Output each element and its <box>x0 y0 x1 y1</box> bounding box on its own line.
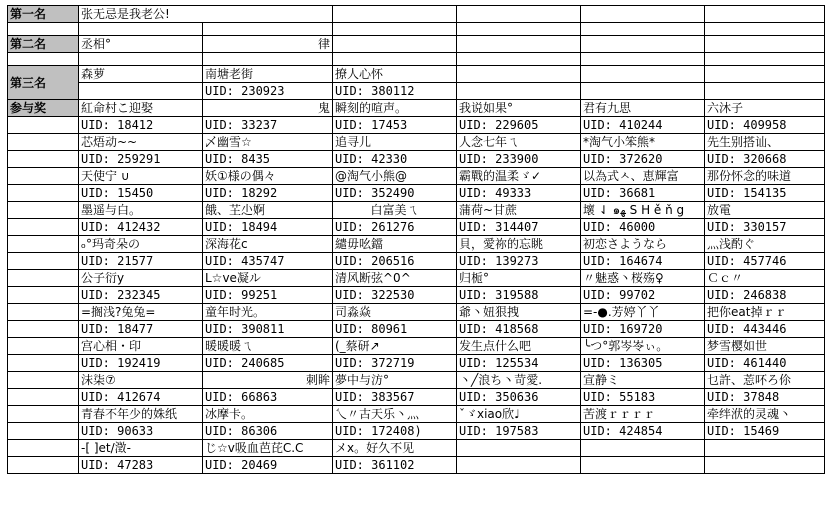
participant-uid: UID: 457746 <box>705 253 825 270</box>
empty-cell <box>333 6 457 23</box>
participant-uid: UID: 36681 <box>581 185 705 202</box>
participant-uid: UID: 192419 <box>79 355 203 372</box>
participant-uid: UID: 361102 <box>333 457 457 474</box>
participant-uid <box>457 457 581 474</box>
participant-name[interactable]: 清风断弦^0^ <box>333 270 457 287</box>
participant-name[interactable]: 放電 <box>705 202 825 219</box>
participant-name[interactable]: 那份怀念的味道 <box>705 168 825 185</box>
participant-uid: UID: 15450 <box>79 185 203 202</box>
participant-uid: UID: 435747 <box>203 253 333 270</box>
empty-cell <box>705 66 825 83</box>
participant-uid: UID: 37848 <box>705 389 825 406</box>
empty-cell <box>8 406 79 423</box>
participant-uid-row <box>8 389 825 406</box>
third-place-label: 第三名 <box>8 66 79 100</box>
participant-uid: UID: 90633 <box>79 423 203 440</box>
participant-name[interactable]: 初恋さようなら <box>581 236 705 253</box>
empty-cell <box>8 321 79 338</box>
participant-name[interactable]: =搁浅?兔兔= <box>79 304 203 321</box>
participant-name[interactable]: 蒲荷~甘蔗 <box>457 202 581 219</box>
first-place-row <box>8 6 825 23</box>
participant-uid-row <box>8 117 825 134</box>
empty-cell <box>8 389 79 406</box>
participant-uid: UID: 372620 <box>581 151 705 168</box>
participant-uid: UID: 66863 <box>203 389 333 406</box>
participant-name[interactable]: 冰摩卡。 <box>203 406 333 423</box>
participant-uid: UID: 18412 <box>79 117 203 134</box>
third-place-row <box>8 66 825 83</box>
participant-uid: UID: 20469 <box>203 457 333 474</box>
participant-name[interactable]: メx。好久不见 <box>333 440 457 457</box>
participant-name[interactable]: -[ ]et/澂- <box>79 440 203 457</box>
empty-cell <box>8 236 79 253</box>
participant-name[interactable]: 乄幽雪☆ <box>203 134 333 151</box>
participant-uid: UID: 125534 <box>457 355 581 372</box>
participant-name[interactable]: 归栀° <box>457 270 581 287</box>
empty-cell <box>8 372 79 389</box>
participant-name[interactable]: 夢中与汸° <box>333 372 457 389</box>
participant-uid: UID: 55183 <box>581 389 705 406</box>
participant-uid: UID: 390811 <box>203 321 333 338</box>
participant-name[interactable]: 君有九思 <box>581 100 705 117</box>
participant-uid: UID: 240685 <box>203 355 333 372</box>
participant-uid: UID: 233900 <box>457 151 581 168</box>
empty-cell <box>457 66 581 83</box>
participant-name[interactable]: 司淼焱 <box>333 304 457 321</box>
participant-name[interactable]: 梦雪樱如世 <box>705 338 825 355</box>
third-place-uid <box>79 83 203 100</box>
empty-cell <box>8 287 79 304</box>
participant-name[interactable]: 先生别搭讪、 <box>705 134 825 151</box>
participant-name-row <box>8 270 825 287</box>
participant-name[interactable]: 妖①様の偶々 <box>203 168 333 185</box>
participant-name[interactable]: =-●.芳婷丫丫 <box>581 304 705 321</box>
participant-uid: UID: 47283 <box>79 457 203 474</box>
participant-name[interactable]: 鬼 <box>203 100 333 117</box>
participant-name[interactable]: 灬浅酌ぐ <box>705 236 825 253</box>
empty-cell <box>705 6 825 23</box>
participant-uid: UID: 154135 <box>705 185 825 202</box>
participant-uid: UID: 206516 <box>333 253 457 270</box>
empty-cell <box>8 185 79 202</box>
participant-uid: UID: 49333 <box>457 185 581 202</box>
participant-uid-row <box>8 185 825 202</box>
participant-name[interactable]: 〃魅惑丶桜殇♀ <box>581 270 705 287</box>
first-place-name[interactable]: 张无忌是我老公! <box>79 6 333 23</box>
participant-name[interactable]: 墨遥与白。 <box>79 202 203 219</box>
empty-cell <box>581 66 705 83</box>
participant-uid: UID: 46000 <box>581 219 705 236</box>
participant-name[interactable]: 繾毋吆鐺 <box>333 236 457 253</box>
empty-cell <box>8 270 79 287</box>
participant-name[interactable]: 人念七年ㄟ <box>457 134 581 151</box>
participant-uid: UID: 99251 <box>203 287 333 304</box>
participant-uid: UID: 409958 <box>705 117 825 134</box>
participant-name[interactable]: 发生点什么吧 <box>457 338 581 355</box>
participant-name[interactable]: 紅命村こ迎娶 <box>79 100 203 117</box>
participant-uid-row <box>8 321 825 338</box>
participant-name[interactable]: 貝，愛祢的忘眺 <box>457 236 581 253</box>
participant-uid <box>581 457 705 474</box>
participant-uid: UID: 42330 <box>333 151 457 168</box>
participant-uid: UID: 18292 <box>203 185 333 202</box>
participant-name[interactable]: 丶╱浪ち丶苛愛. <box>457 372 581 389</box>
participant-uid: UID: 418568 <box>457 321 581 338</box>
participant-name[interactable]: 宣静ミ <box>581 372 705 389</box>
participant-uid: UID: 232345 <box>79 287 203 304</box>
empty-cell <box>8 168 79 185</box>
participant-name[interactable]: 六沐子 <box>705 100 825 117</box>
third-place-uid: UID: 380112 <box>333 83 457 100</box>
participant-uid: UID: 33237 <box>203 117 333 134</box>
participant-uid: UID: 319588 <box>457 287 581 304</box>
participant-name[interactable]: 白富美ㄟ <box>333 202 457 219</box>
participant-uid: UID: 21577 <box>79 253 203 270</box>
participant-uid-row <box>8 151 825 168</box>
empty-cell <box>457 83 581 100</box>
participant-uid: UID: 172408) <box>333 423 457 440</box>
second-place-label: 第二名 <box>8 36 79 53</box>
participant-name[interactable]: 餓、芏尐婀 <box>203 202 333 219</box>
participant-name[interactable]: 刺眸 <box>203 372 333 389</box>
first-place-label: 第一名 <box>8 6 79 23</box>
third-place-uid: UID: 230923 <box>203 83 333 100</box>
third-place-name[interactable]: 南塘老街 <box>203 66 333 83</box>
participant-name[interactable] <box>457 440 581 457</box>
participant-name-row <box>8 168 825 185</box>
participant-name[interactable]: 乀〃古天乐丶灬 <box>333 406 457 423</box>
participant-name[interactable]: @淘气小熊@ <box>333 168 457 185</box>
participant-name-row <box>8 304 825 321</box>
participant-name-row <box>8 440 825 457</box>
empty-cell <box>581 6 705 23</box>
empty-cell <box>457 36 581 53</box>
participant-name[interactable]: じ☆v吸血芭芘C.C <box>203 440 333 457</box>
participant-uid-row <box>8 219 825 236</box>
participant-uid: UID: 139273 <box>457 253 581 270</box>
participant-uid: UID: 372719 <box>333 355 457 372</box>
participant-uid: UID: 86306 <box>203 423 333 440</box>
participant-uid-row <box>8 287 825 304</box>
third-place-uid-row <box>8 83 825 100</box>
participant-uid: UID: 17453 <box>333 117 457 134</box>
empty-cell <box>8 134 79 151</box>
participant-uid: UID: 320668 <box>705 151 825 168</box>
spacer-row <box>8 23 825 36</box>
participant-name[interactable]: 青春不年少的姝纸 <box>79 406 203 423</box>
participant-name[interactable]: 壞 ⇃ ๑ﻬ S H ě ň g <box>581 202 705 219</box>
participant-name-row <box>8 372 825 389</box>
participant-uid: UID: 383567 <box>333 389 457 406</box>
participant-name[interactable]: 以為式ㅅ、恵輝富 <box>581 168 705 185</box>
participant-name[interactable]: 公子衍y <box>79 270 203 287</box>
participant-name[interactable]: 深海花c <box>203 236 333 253</box>
sheet-body <box>8 6 825 474</box>
empty-cell <box>705 83 825 100</box>
spacer-row <box>8 53 825 66</box>
participant-uid: UID: 18494 <box>203 219 333 236</box>
participant-name[interactable]: L☆ve凝ル <box>203 270 333 287</box>
award-sheet <box>7 5 825 474</box>
participant-uid: UID: 18477 <box>79 321 203 338</box>
participant-name-row <box>8 202 825 219</box>
participant-uid: UID: 330157 <box>705 219 825 236</box>
participant-uid: UID: 99702 <box>581 287 705 304</box>
participant-name[interactable]: 宫心相・印 <box>79 338 203 355</box>
participant-name[interactable]: (_蔡研↗ <box>333 338 457 355</box>
participation-label: 参与奖 <box>8 100 79 117</box>
participant-uid: UID: 164674 <box>581 253 705 270</box>
participant-uid: UID: 8435 <box>203 151 333 168</box>
empty-cell <box>457 6 581 23</box>
second-place-name-part1[interactable]: 丞相° <box>79 36 203 53</box>
participant-name[interactable]: ₒ°玛奇朵の <box>79 236 203 253</box>
empty-cell <box>581 83 705 100</box>
participant-name-row <box>8 338 825 355</box>
participant-uid: UID: 412674 <box>79 389 203 406</box>
participant-uid: UID: 314407 <box>457 219 581 236</box>
participant-uid: UID: 424854 <box>581 423 705 440</box>
empty-cell <box>333 36 457 53</box>
empty-cell <box>8 253 79 270</box>
participant-name-row <box>8 406 825 423</box>
participant-name[interactable]: 苦渡ｒｒｒｒ <box>581 406 705 423</box>
participant-uid: UID: 246838 <box>705 287 825 304</box>
participant-uid: UID: 410244 <box>581 117 705 134</box>
empty-cell <box>8 304 79 321</box>
participant-uid-row <box>8 423 825 440</box>
empty-cell <box>8 355 79 372</box>
participant-uid: UID: 259291 <box>79 151 203 168</box>
participant-name[interactable]: 芯焐动~~ <box>79 134 203 151</box>
third-place-name[interactable]: 撩人心怀 <box>333 66 457 83</box>
participant-name[interactable]: 霸戰的温柔ゞ✓ <box>457 168 581 185</box>
empty-cell <box>8 338 79 355</box>
participant-name[interactable]: *淘气小笨熊* <box>581 134 705 151</box>
empty-cell <box>8 440 79 457</box>
participant-uid: UID: 352490 <box>333 185 457 202</box>
participant-name[interactable]: 童年时光。 <box>203 304 333 321</box>
participant-uid: UID: 229605 <box>457 117 581 134</box>
participant-uid: UID: 169720 <box>581 321 705 338</box>
participant-uid <box>705 457 825 474</box>
empty-cell <box>581 36 705 53</box>
participant-name[interactable]: 追寻儿 <box>333 134 457 151</box>
participant-name[interactable]: 把你eat掉ｒｒ <box>705 304 825 321</box>
participant-uid: UID: 80961 <box>333 321 457 338</box>
participant-name[interactable]: 我说如果° <box>457 100 581 117</box>
participant-name[interactable]: Ｃｃ〃 <box>705 270 825 287</box>
participant-uid: UID: 412432 <box>79 219 203 236</box>
participant-uid: UID: 322530 <box>333 287 457 304</box>
empty-cell <box>8 202 79 219</box>
participant-uid-row <box>8 355 825 372</box>
participant-uid: UID: 261276 <box>333 219 457 236</box>
participant-name[interactable]: 瞬刻的喧声。 <box>333 100 457 117</box>
participant-uid-row <box>8 253 825 270</box>
participant-uid: UID: 443446 <box>705 321 825 338</box>
empty-cell <box>8 457 79 474</box>
third-place-name[interactable]: 森萝 <box>79 66 203 83</box>
participant-name[interactable]: 牵绊洑的灵魂丶 <box>705 406 825 423</box>
participant-name-row <box>8 134 825 151</box>
participant-name[interactable]: ˇゞxiao欣♩ <box>457 406 581 423</box>
participant-uid: UID: 350636 <box>457 389 581 406</box>
participant-name[interactable]: 天使宁 ∪ <box>79 168 203 185</box>
participant-name[interactable]: 乜許、莣吥ろ伱 <box>705 372 825 389</box>
empty-cell <box>705 36 825 53</box>
participant-uid: UID: 197583 <box>457 423 581 440</box>
participant-uid-row <box>8 457 825 474</box>
empty-cell <box>8 219 79 236</box>
participant-uid: UID: 461440 <box>705 355 825 372</box>
participant-name[interactable] <box>705 440 825 457</box>
participant-name[interactable]: 爺丶妞狠拽 <box>457 304 581 321</box>
participant-uid: UID: 15469 <box>705 423 825 440</box>
participant-name[interactable] <box>581 440 705 457</box>
empty-cell <box>8 423 79 440</box>
second-place-row <box>8 36 825 53</box>
participant-uid: UID: 136305 <box>581 355 705 372</box>
participant-name[interactable]: 沫柒⑦ <box>79 372 203 389</box>
participant-name[interactable]: ╰つ°郭岑岺ぃ。 <box>581 338 705 355</box>
second-place-name-part2[interactable]: 律 <box>203 36 333 53</box>
empty-cell <box>8 151 79 168</box>
participant-name-row <box>8 100 825 117</box>
participant-name-row <box>8 236 825 253</box>
participant-name[interactable]: 暖暖暖ㄟ <box>203 338 333 355</box>
empty-cell <box>8 117 79 134</box>
